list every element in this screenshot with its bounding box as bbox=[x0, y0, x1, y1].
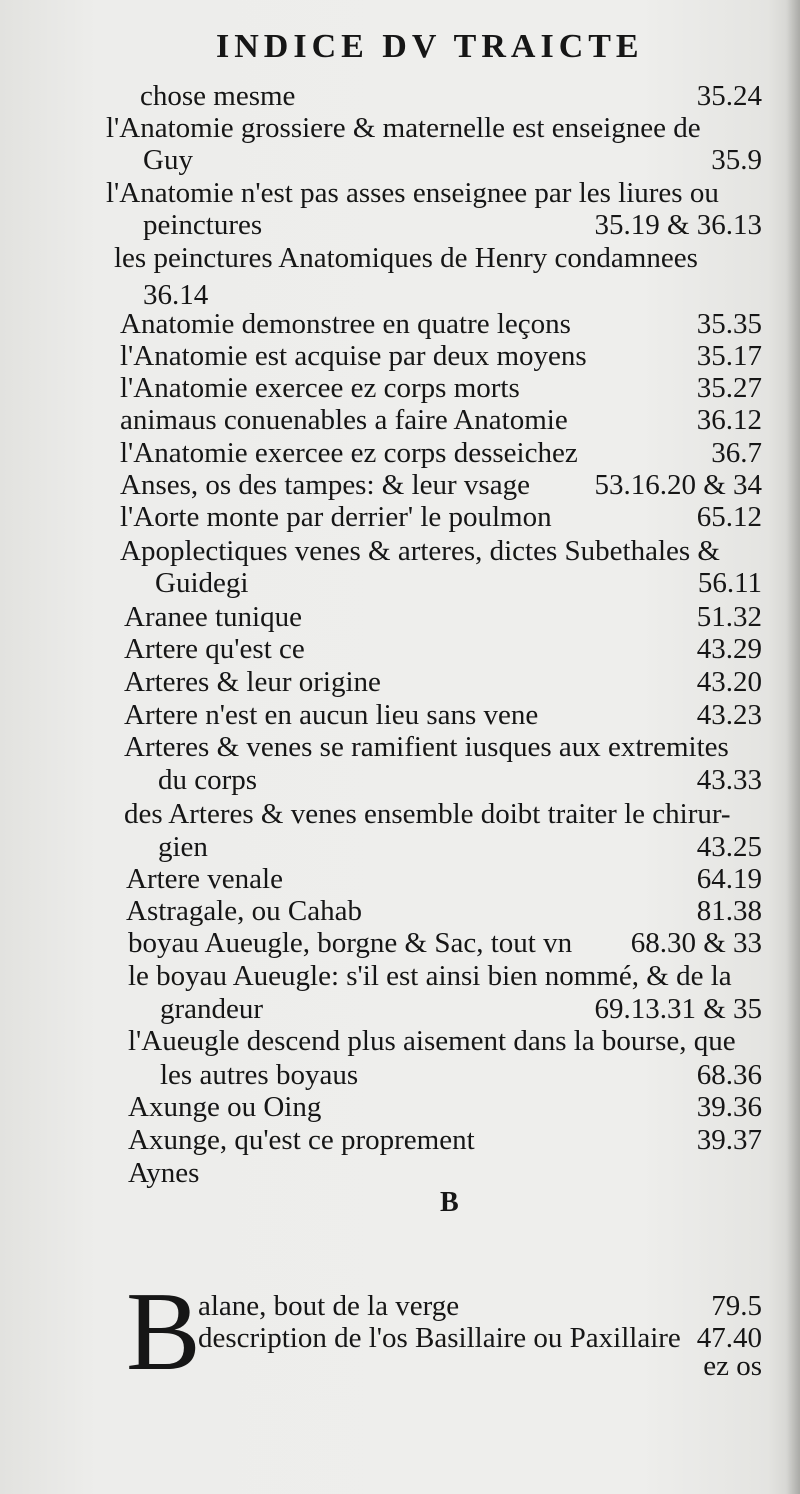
page-header: INDICE DV TRAICTE bbox=[216, 28, 644, 65]
index-entry bbox=[0, 340, 790, 372]
index-entry bbox=[0, 144, 790, 176]
index-entry bbox=[0, 1059, 790, 1091]
index-entry bbox=[0, 404, 790, 436]
entry-page-ref: 65.12 bbox=[696, 501, 762, 533]
index-entry bbox=[0, 1091, 790, 1123]
index-entry bbox=[0, 177, 790, 209]
index-entry bbox=[0, 80, 790, 112]
index-entry bbox=[0, 798, 790, 830]
entry-text: du corps bbox=[158, 764, 258, 796]
index-entry bbox=[0, 831, 790, 863]
index-entry bbox=[0, 567, 790, 599]
entry-text: Axunge ou Oing bbox=[128, 1091, 322, 1123]
entry-text: les peinctures Anatomiques de Henry condamnees bbox=[114, 242, 698, 274]
entry-page-ref: 51.32 bbox=[696, 601, 762, 633]
entry-text: description de l'os Basillaire ou Paxillaire bbox=[198, 1322, 681, 1354]
entry-page-ref: 43.23 bbox=[696, 699, 762, 731]
entry-page-ref: 64.19 bbox=[696, 863, 762, 895]
entry-page-ref: 35.9 bbox=[711, 144, 762, 176]
index-entry bbox=[0, 863, 790, 895]
entry-page-ref: 43.25 bbox=[696, 831, 762, 863]
entry-page-ref: 81.38 bbox=[696, 895, 762, 927]
entry-text: l'Aorte monte par derrier' le poulmon bbox=[120, 501, 552, 533]
index-entry bbox=[0, 666, 790, 698]
index-entry bbox=[0, 731, 790, 763]
entry-text: grandeur bbox=[160, 993, 264, 1025]
index-entry bbox=[0, 308, 790, 340]
entry-page-ref: 56.11 bbox=[697, 567, 762, 599]
entry-page-ref: 53.16.20 & 34 bbox=[594, 469, 762, 501]
section-letter: B bbox=[440, 1187, 459, 1218]
index-entry bbox=[0, 1124, 790, 1156]
index-entry bbox=[0, 960, 790, 992]
index-entry bbox=[0, 501, 790, 533]
entry-page-ref: 79.5 bbox=[711, 1290, 762, 1322]
entry-text: les autres boyaus bbox=[160, 1059, 359, 1091]
index-entry bbox=[0, 993, 790, 1025]
entry-page-ref: 47.40 bbox=[696, 1322, 762, 1354]
index-entry bbox=[0, 372, 790, 404]
entry-text: Artere n'est en aucun lieu sans vene bbox=[124, 699, 539, 731]
drop-cap: B bbox=[126, 1270, 201, 1394]
index-entry bbox=[0, 279, 790, 311]
entry-text: Aranee tunique bbox=[124, 601, 302, 633]
entry-page-ref: 43.29 bbox=[696, 633, 762, 665]
entry-text: l'Anatomie est acquise par deux moyens bbox=[120, 340, 587, 372]
index-entry bbox=[0, 699, 790, 731]
index-entry bbox=[0, 1025, 790, 1057]
entry-text: l'Anatomie grossiere & maternelle est enseignee de bbox=[106, 112, 701, 144]
index-entry-b bbox=[0, 1290, 790, 1322]
index-entry bbox=[0, 469, 790, 501]
entry-text: Artere venale bbox=[126, 863, 283, 895]
entry-page-ref: 68.36 bbox=[696, 1059, 762, 1091]
entry-text: le boyau Aueugle: s'il est ainsi bien nommé, & de la bbox=[128, 960, 732, 992]
entry-page-ref: 35.19 & 36.13 bbox=[594, 209, 762, 241]
entry-text: animaus conuenables a faire Anatomie bbox=[120, 404, 568, 436]
index-entry-b bbox=[0, 1350, 790, 1382]
entry-page-ref: 35.24 bbox=[696, 80, 762, 112]
entry-page-ref: 36.7 bbox=[711, 437, 762, 469]
entry-text: Anses, os des tampes: & leur vsage bbox=[120, 469, 530, 501]
entry-text: Astragale, ou Cahab bbox=[126, 895, 362, 927]
entry-text: boyau Aueugle, borgne & Sac, tout vn bbox=[128, 927, 573, 959]
entry-text: l'Aueugle descend plus aisement dans la bourse, que bbox=[128, 1025, 736, 1057]
entry-page-ref: ez os bbox=[703, 1350, 762, 1382]
entry-page-ref: 39.36 bbox=[696, 1091, 762, 1123]
entry-text: Anatomie demonstree en quatre leçons bbox=[120, 308, 571, 340]
index-entry bbox=[0, 535, 790, 567]
entry-text: Arteres & venes se ramifient iusques aux extremites bbox=[124, 731, 729, 763]
entry-text: l'Anatomie exercee ez corps morts bbox=[120, 372, 520, 404]
entry-text: peinctures bbox=[143, 209, 263, 241]
entry-text: l'Anatomie n'est pas asses enseignee par les liures ou bbox=[106, 177, 719, 209]
entry-page-ref: 39.37 bbox=[696, 1124, 762, 1156]
entry-page-ref: 36.12 bbox=[696, 404, 762, 436]
entry-text: Apoplectiques venes & arteres, dictes Subethales & bbox=[120, 535, 720, 567]
entry-page-ref: 35.35 bbox=[696, 308, 762, 340]
index-entry bbox=[0, 242, 790, 274]
index-entry bbox=[0, 895, 790, 927]
index-entry bbox=[0, 1157, 790, 1189]
index-entry bbox=[0, 437, 790, 469]
entry-text: gien bbox=[158, 831, 208, 863]
entry-page-ref: 43.33 bbox=[696, 764, 762, 796]
entry-text: Artere qu'est ce bbox=[124, 633, 305, 665]
entry-text: Aynes bbox=[128, 1157, 200, 1189]
entry-text: des Arteres & venes ensemble doibt traiter le chirur- bbox=[124, 798, 731, 830]
entry-page-ref: 69.13.31 & 35 bbox=[594, 993, 762, 1025]
entry-text: alane, bout de la verge bbox=[198, 1290, 460, 1322]
index-entry bbox=[0, 633, 790, 665]
entry-text: Guy bbox=[143, 144, 193, 176]
index-entry bbox=[0, 764, 790, 796]
entry-page-ref: 43.20 bbox=[696, 666, 762, 698]
entry-text: chose mesme bbox=[140, 80, 296, 112]
index-entry bbox=[0, 112, 790, 144]
entry-page-ref: 68.30 & 33 bbox=[630, 927, 762, 959]
entry-page-ref: 35.27 bbox=[696, 372, 762, 404]
entry-text: l'Anatomie exercee ez corps desseichez bbox=[120, 437, 578, 469]
index-entry bbox=[0, 927, 790, 959]
entry-text: Arteres & leur origine bbox=[124, 666, 381, 698]
entry-text: Guidegi bbox=[155, 567, 249, 599]
index-entry bbox=[0, 601, 790, 633]
entry-text: Axunge, qu'est ce proprement bbox=[128, 1124, 475, 1156]
entry-page-ref: 35.17 bbox=[696, 340, 762, 372]
entry-text: 36.14 bbox=[143, 279, 209, 311]
index-entry bbox=[0, 209, 790, 241]
